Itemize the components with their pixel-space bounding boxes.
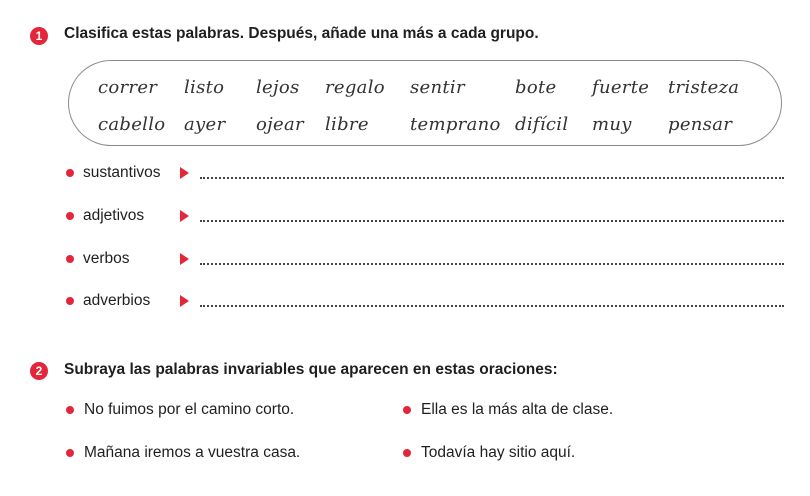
sentence-text[interactable]: Mañana iremos a vuestra casa. — [84, 444, 301, 461]
answer-line[interactable] — [200, 305, 784, 307]
category-label: verbos — [83, 250, 130, 267]
bullet-icon — [66, 212, 74, 220]
exercise-2-instruction: Subraya las palabras invariables que aparecen en estas oraciones: — [64, 361, 558, 378]
word-bank-word: cabello — [98, 114, 166, 135]
bullet-icon — [66, 449, 74, 457]
word-bank-word: regalo — [325, 77, 385, 98]
arrow-right-icon — [180, 295, 189, 307]
word-bank-word: tristeza — [668, 77, 740, 98]
exercise-1-number-badge: 1 — [30, 27, 48, 45]
word-bank-word: fuerte — [592, 77, 650, 98]
category-label: adverbios — [83, 292, 151, 309]
sentence-text[interactable]: Ella es la más alta de clase. — [421, 401, 614, 418]
word-bank-word: temprano — [410, 114, 501, 135]
bullet-icon — [66, 169, 74, 177]
word-bank-word: correr — [98, 77, 158, 98]
answer-line[interactable] — [200, 177, 784, 179]
exercise-1-instruction: Clasifica estas palabras. Después, añade una más a cada grupo. — [64, 25, 539, 42]
word-bank-word: libre — [325, 114, 369, 135]
sentence-text[interactable]: Todavía hay sitio aquí. — [421, 444, 576, 461]
bullet-icon — [66, 255, 74, 263]
word-bank-word: bote — [515, 77, 557, 98]
arrow-right-icon — [180, 167, 189, 179]
exercise-2-number-badge: 2 — [30, 362, 48, 380]
category-label: sustantivos — [83, 164, 161, 181]
word-bank-word: ojear — [256, 114, 304, 135]
bullet-icon — [66, 406, 74, 414]
arrow-right-icon — [180, 210, 189, 222]
word-bank-word: listo — [184, 77, 225, 98]
word-bank-word: muy — [592, 114, 632, 135]
bullet-icon — [403, 449, 411, 457]
word-bank-word: sentir — [410, 77, 465, 98]
category-label: adjetivos — [83, 207, 145, 224]
sentence-text[interactable]: No fuimos por el camino corto. — [84, 401, 295, 418]
word-bank-word: ayer — [184, 114, 226, 135]
word-bank-word: difícil — [515, 114, 569, 135]
bullet-icon — [403, 406, 411, 414]
word-bank-word: pensar — [668, 114, 733, 135]
answer-line[interactable] — [200, 263, 784, 265]
arrow-right-icon — [180, 253, 189, 265]
bullet-icon — [66, 297, 74, 305]
answer-line[interactable] — [200, 220, 784, 222]
word-bank-word: lejos — [256, 77, 300, 98]
